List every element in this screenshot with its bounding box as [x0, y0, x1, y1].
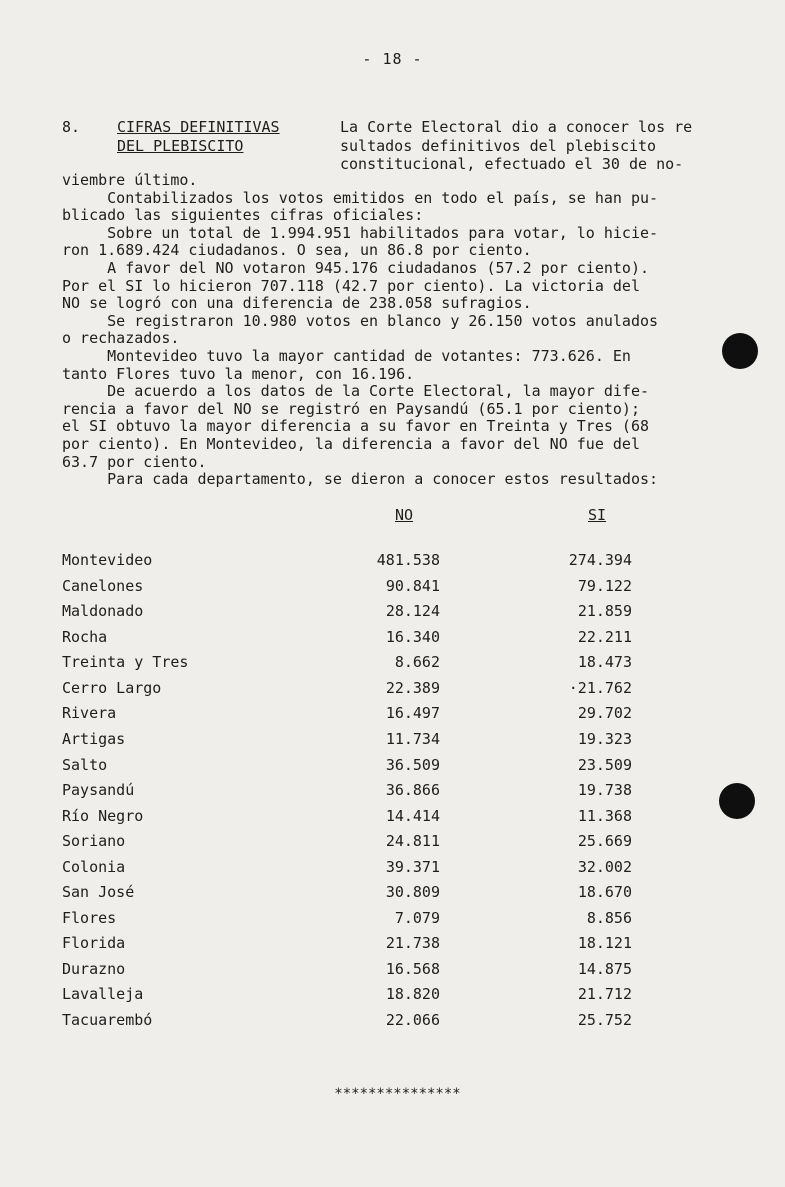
- table-row: [0, 960, 785, 985]
- table-row: [0, 756, 785, 781]
- si-votes: 18.121: [577, 934, 632, 952]
- table-row: [0, 679, 785, 704]
- no-votes: 16.497: [385, 704, 440, 722]
- si-votes: 18.473: [577, 653, 632, 671]
- section-number: 8.: [62, 118, 81, 136]
- department-name: Durazno: [62, 960, 126, 978]
- si-votes: 19.323: [577, 730, 632, 748]
- no-votes: 36.509: [385, 756, 440, 774]
- department-name: Río Negro: [62, 807, 144, 825]
- table-row: [0, 628, 785, 653]
- no-votes: 7.079: [394, 909, 440, 927]
- si-votes: 8.856: [586, 909, 632, 927]
- si-votes: 23.509: [577, 756, 632, 774]
- si-votes: 21.712: [577, 985, 632, 1003]
- si-votes: 11.368: [577, 807, 632, 825]
- no-votes: 22.389: [385, 679, 440, 697]
- department-name: Colonia: [62, 858, 126, 876]
- si-votes: 22.211: [577, 628, 632, 646]
- si-votes: 25.669: [577, 832, 632, 850]
- table-row: [0, 602, 785, 627]
- no-votes: 16.568: [385, 960, 440, 978]
- department-name: Lavalleja: [62, 985, 144, 1003]
- no-votes: 21.738: [385, 934, 440, 952]
- table-header-no: NO: [395, 506, 414, 524]
- paragraph: Montevideo tuvo la mayor cantidad de votantes: 773.626. En tanto Flores tuvo la menor, con 16.196.: [62, 346, 631, 383]
- table-row: [0, 551, 785, 576]
- si-votes: 29.702: [577, 704, 632, 722]
- punch-hole-top: [722, 333, 758, 369]
- paragraph: Sobre un total de 1.994.951 habilitados para votar, lo hicie- ron 1.689.424 ciudadanos. O sea, un 86.8 por ciento.: [62, 223, 659, 260]
- no-votes: 39.371: [385, 858, 440, 876]
- end-separator: ***************: [334, 1086, 461, 1102]
- paragraph: Para cada departamento, se dieron a conocer estos resultados:: [62, 470, 659, 489]
- department-name: Rivera: [62, 704, 117, 722]
- table-row: [0, 704, 785, 729]
- section-heading-line2: DEL PLEBISCITO: [117, 137, 244, 155]
- department-name: Soriano: [62, 832, 126, 850]
- table-row: [0, 653, 785, 678]
- no-votes: 30.809: [385, 883, 440, 901]
- table-row: [0, 934, 785, 959]
- table-row: [0, 730, 785, 755]
- no-votes: 22.066: [385, 1011, 440, 1029]
- no-votes: 481.538: [376, 551, 440, 569]
- department-name: Montevideo: [62, 551, 153, 569]
- page-number: - 18 -: [362, 50, 423, 68]
- section-heading-line1: CIFRAS DEFINITIVAS: [117, 118, 280, 136]
- si-votes: 14.875: [577, 960, 632, 978]
- no-votes: 90.841: [385, 577, 440, 595]
- department-name: Cerro Largo: [62, 679, 162, 697]
- department-name: Florida: [62, 934, 126, 952]
- table-row: [0, 577, 785, 602]
- table-row: [0, 781, 785, 806]
- no-votes: 18.820: [385, 985, 440, 1003]
- paragraph: De acuerdo a los datos de la Corte Electoral, la mayor dife- rencia a favor del NO se registró en Paysandú (65.1 por ciento); el SI obtuvo la mayor diferencia a su favor en Treinta y Tres (68 por ciento). En Montevideo, la diferencia a favor del NO fue del 63.7 por ciento.: [62, 382, 650, 471]
- table-row: [0, 909, 785, 934]
- si-votes: 79.122: [577, 577, 632, 595]
- department-name: Tacuarembó: [62, 1011, 153, 1029]
- department-name: Maldonado: [62, 602, 144, 620]
- department-name: Rocha: [62, 628, 108, 646]
- no-votes: 24.811: [385, 832, 440, 850]
- no-votes: 28.124: [385, 602, 440, 620]
- table-row: [0, 832, 785, 857]
- si-votes: 18.670: [577, 883, 632, 901]
- table-header-si: SI: [588, 506, 607, 524]
- department-name: Salto: [62, 756, 108, 774]
- table-row: [0, 858, 785, 883]
- table-row: [0, 985, 785, 1010]
- si-votes: 21.859: [577, 602, 632, 620]
- no-votes: 14.414: [385, 807, 440, 825]
- department-name: San José: [62, 883, 135, 901]
- paragraph: viembre último.: [62, 171, 198, 189]
- department-name: Treinta y Tres: [62, 653, 189, 671]
- punch-hole-bottom: [719, 783, 755, 819]
- si-votes: 19.738: [577, 781, 632, 799]
- body-text: [62, 172, 752, 489]
- department-name: Paysandú: [62, 781, 135, 799]
- paragraph: Contabilizados los votos emitidos en todo el país, se han pu- blicado las siguientes cifras oficiales:: [62, 188, 659, 225]
- table-row: [0, 807, 785, 832]
- intro-paragraph: La Corte Electoral dio a conocer los re sultados definitivos del plebiscito constitucional, efectuado el 30 de no-: [340, 118, 693, 173]
- no-votes: 36.866: [385, 781, 440, 799]
- department-name: Flores: [62, 909, 117, 927]
- paragraph: A favor del NO votaron 945.176 ciudadanos (57.2 por ciento). Por el SI lo hicieron 707.118 (42.7 por ciento). La victoria del NO se logró con una diferencia de 238.058 sufragios.: [62, 258, 650, 313]
- paragraph: Se registraron 10.980 votos en blanco y 26.150 votos anulados o rechazados.: [62, 311, 659, 348]
- section-heading: [117, 118, 280, 156]
- table-row: [0, 1011, 785, 1036]
- department-name: Canelones: [62, 577, 144, 595]
- department-name: Artigas: [62, 730, 126, 748]
- no-votes: 11.734: [385, 730, 440, 748]
- si-votes: 274.394: [568, 551, 632, 569]
- table-row: [0, 883, 785, 908]
- no-votes: 16.340: [385, 628, 440, 646]
- si-votes: 25.752: [577, 1011, 632, 1029]
- si-votes: 32.002: [577, 858, 632, 876]
- si-votes: ·21.762: [568, 679, 632, 697]
- no-votes: 8.662: [394, 653, 440, 671]
